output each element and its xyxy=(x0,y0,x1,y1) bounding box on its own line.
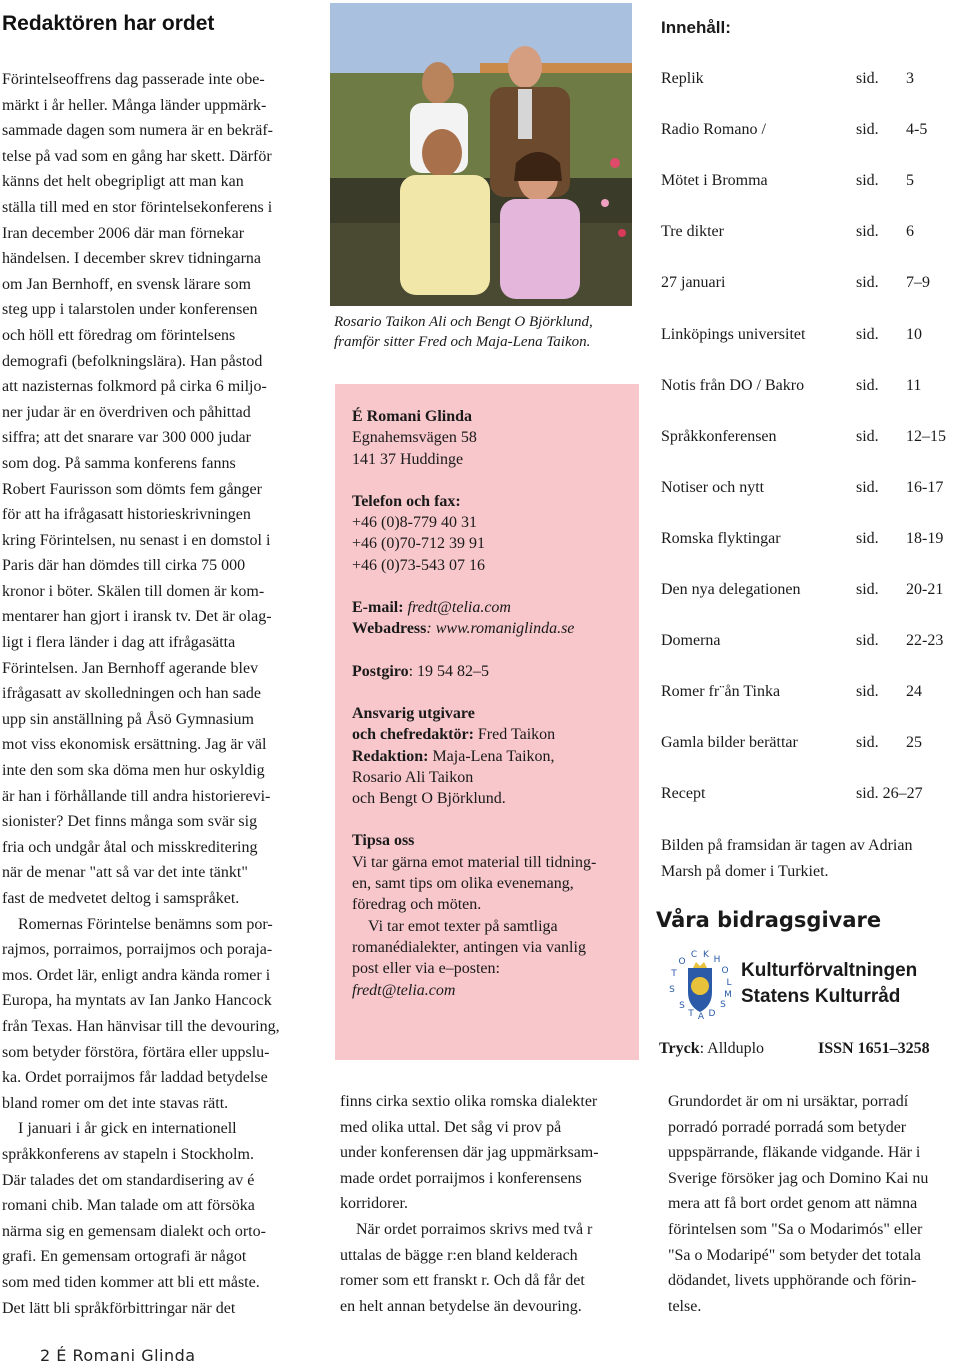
toc-item[interactable] xyxy=(661,734,960,756)
text-line: mentarer han gjort i iransk tv. Det är olag- xyxy=(2,608,272,626)
cover-note-line: Bilden på framsidan är tagen av Adrian xyxy=(661,837,913,854)
contributors-heading: Våra bidragsgivare xyxy=(656,908,882,932)
web-block xyxy=(352,597,634,640)
text-line: Grundordet är om ni ursäktar, porradí xyxy=(668,1093,909,1110)
contributor-name: Statens Kulturråd xyxy=(741,986,901,1007)
text-line: Romernas Förintelse benämns som por- xyxy=(18,915,273,933)
phone-block xyxy=(352,491,634,576)
toc-item-page: 3 xyxy=(906,70,914,87)
text-line: från Texas. Han hänvisar till the devouring, xyxy=(2,1017,280,1035)
group-photo xyxy=(330,3,632,306)
text-line: mera att få bort ordet genom att nämna xyxy=(668,1195,918,1213)
editorial-staff: och Bengt O Björklund. xyxy=(352,790,506,808)
svg-text:O: O xyxy=(678,957,686,967)
page-footer: 2 É Romani Glinda xyxy=(40,1346,196,1365)
toc-item-sid: sid. xyxy=(856,478,879,496)
text-line: närma sig en gemensam dialekt och orto- xyxy=(2,1222,266,1240)
text-line: finns cirka sextio olika romska dialekter xyxy=(340,1093,598,1110)
toc-item-sid: sid. xyxy=(856,734,879,752)
text-line: Robert Faurisson som dömts fem gånger xyxy=(2,480,262,498)
text-line: "Sa o Modaripé" som betyder det totala xyxy=(668,1246,921,1264)
text-line: som betyder förstöra, förtära eller uppslu- xyxy=(2,1043,270,1061)
editorial-staff: Rosario Ali Taikon xyxy=(352,768,474,786)
toc-item[interactable] xyxy=(661,121,960,143)
tips-line: romanédialekter, antingen via vanlig xyxy=(352,938,586,956)
email-label: E-mail: xyxy=(352,599,404,617)
photo-caption-line: Rosario Taikon Ali och Bengt O Björklund, xyxy=(334,314,593,330)
toc-item-page: 7–9 xyxy=(906,274,930,292)
text-line: Där talades det om standardisering av é xyxy=(2,1171,255,1189)
text-line: romani chib. Man talade om att försöka xyxy=(2,1197,255,1215)
staff-block xyxy=(352,703,634,809)
text-line: och höll ett föredrag om förintelsens xyxy=(2,326,236,344)
toc-item-page: 6 xyxy=(906,223,914,241)
text-line: ka. Ordet porraijmos får laddad betydelse xyxy=(2,1069,268,1087)
toc-item-page: 10 xyxy=(906,325,922,343)
toc-item[interactable] xyxy=(661,479,960,501)
toc-item[interactable] xyxy=(661,428,960,450)
toc-item-page: 12–15 xyxy=(906,427,946,445)
text-line: telse på vad som en gång har skett. Därför xyxy=(2,147,272,165)
text-line: rajmos, porraimos, porraijmos och poraja- xyxy=(2,941,273,959)
svg-text:A: A xyxy=(697,1012,705,1022)
text-line: om Jan Bernhoff, en svensk lärare som xyxy=(2,275,251,293)
text-line: språkkonferens av stapeln i Stockholm. xyxy=(2,1145,254,1163)
text-line: mot viss ekonomisk ersättning. Jag är väl xyxy=(2,736,267,754)
svg-text:C: C xyxy=(690,950,698,960)
photo-caption xyxy=(334,312,634,352)
stockholm-seal-logo xyxy=(660,946,740,1026)
tips-line: post eller via e–posten: xyxy=(352,960,500,978)
magazine-name: É Romani Glinda xyxy=(352,408,473,425)
svg-text:K: K xyxy=(703,950,709,960)
cover-note-line: Marsh på domer i Turkiet. xyxy=(661,862,829,880)
street-address: Egnahemsvägen 58 xyxy=(352,429,477,447)
phone-label: Telefon och fax: xyxy=(352,492,461,510)
toc-item-sid: sid. xyxy=(856,683,879,701)
toc-item[interactable] xyxy=(661,683,960,705)
publisher-label: Ansvarig utgivare xyxy=(352,704,475,722)
text-line: som dog. På samma konferens fanns xyxy=(2,454,236,472)
text-line: Förintelseoffrens dag passerade inte obe- xyxy=(2,71,265,88)
phone-number: +46 (0)8-779 40 31 xyxy=(352,514,478,532)
toc-item-page: 24 xyxy=(906,683,922,701)
text-line: korridorer. xyxy=(340,1195,408,1213)
svg-text:L: L xyxy=(726,978,732,988)
toc-item-label: 27 januari xyxy=(661,274,726,292)
text-line: porradó porradé porradá som betyder xyxy=(668,1118,907,1136)
toc-item-label: Den nya delegationen xyxy=(661,581,801,598)
text-line: för att ha ifrågasatt historieskrivningen xyxy=(2,506,251,524)
phone-number: +46 (0)70-712 39 91 xyxy=(352,535,486,553)
toc-item-page: 5 xyxy=(906,172,914,190)
postgiro-value: : 19 54 82–5 xyxy=(408,662,490,680)
text-line: med olika uttal. Det såg vi prov på xyxy=(340,1118,562,1136)
print-label: Tryck xyxy=(659,1040,700,1057)
toc-item[interactable] xyxy=(661,274,960,296)
text-line: Iran december 2006 där man förnekar xyxy=(2,224,245,242)
toc-item-label: Romska flyktingar xyxy=(661,529,781,547)
toc-item-page: 25 xyxy=(906,734,922,752)
text-line: en helt annan betydelse än devouring. xyxy=(340,1297,582,1315)
contact-info xyxy=(352,406,634,1001)
text-line: kronor i böter. Skälen till domen är kom- xyxy=(2,582,265,600)
text-line: steg upp i talarstolen under konferensen xyxy=(2,301,258,319)
text-line: Sverige försöker jag och Domino Kai nu xyxy=(668,1169,929,1187)
tips-block xyxy=(352,830,634,1000)
toc-item-label: Tre dikter xyxy=(661,223,724,241)
tips-line: föredrag och möten. xyxy=(352,896,482,914)
text-line: förintelsen som "Sa o Modarimós" eller xyxy=(668,1220,923,1238)
text-line: dödandet, livets upphörande och förin- xyxy=(668,1272,917,1290)
toc-item[interactable] xyxy=(661,172,960,194)
address-block xyxy=(352,406,634,470)
tips-label: Tipsa oss xyxy=(352,832,415,850)
text-line: under konferensen där jag uppmärksam- xyxy=(340,1144,599,1162)
editor-in-chief-label: och chefredaktör: xyxy=(352,726,474,744)
cover-note xyxy=(661,833,956,884)
text-line: kring Förintelsen, nu senast i en domstol i xyxy=(2,531,271,549)
svg-text:O: O xyxy=(721,966,729,976)
editorial-body xyxy=(2,67,302,1321)
tips-line: Vi tar gärna emot material till tidning- xyxy=(352,853,597,871)
toc-item-page: 20-21 xyxy=(906,581,944,598)
toc-item-label: Linköpings universitet xyxy=(661,325,806,343)
group-photo-illustration xyxy=(330,3,632,306)
text-line: uppspärrande, fläkande vidgande. Här i xyxy=(668,1144,921,1162)
seal-icon xyxy=(660,946,740,1026)
issn-number: ISSN 1651–3258 xyxy=(818,1040,930,1057)
toc-item-page: 22-23 xyxy=(906,632,944,650)
svg-text:T: T xyxy=(671,969,677,979)
text-line: mos. Ordet lär, enligt andra kända romer i xyxy=(2,966,271,984)
toc-item-page: 16-17 xyxy=(906,478,944,496)
text-line: telse. xyxy=(668,1297,702,1315)
photo-caption-line: framför sitter Fred och Maja-Lena Taikon. xyxy=(334,334,591,350)
text-line: Paris där han dömdes till cirka 75 000 xyxy=(2,557,246,575)
toc-item-sid: sid. xyxy=(856,70,879,87)
text-line: Europa, ha myntats av Ian Janko Hancock xyxy=(2,992,272,1010)
postgiro-label: Postgiro xyxy=(352,662,409,680)
text-line: När ordet porraimos skrivs med två r xyxy=(356,1220,593,1238)
toc-item[interactable] xyxy=(661,632,960,654)
text-line: upp sin anställning på Åsö Gymnasium xyxy=(2,710,254,728)
toc-heading: Innehåll: xyxy=(661,18,731,37)
tips-email-link[interactable]: fredt@telia.com xyxy=(352,981,456,999)
text-line: när de menar "att så var det inte tänkt" xyxy=(2,864,248,882)
tips-line: en, samt tips om olika evenemang, xyxy=(352,875,574,893)
toc-item-sid: sid. xyxy=(856,581,879,598)
text-line: fria och undgår åtal och misskreditering xyxy=(2,838,258,856)
toc-item-sid: sid. xyxy=(856,325,879,343)
toc-item-label: Domerna xyxy=(661,632,721,650)
svg-text:M: M xyxy=(724,990,732,1000)
text-line: känns det helt obegripligt att man kan xyxy=(2,173,244,191)
city-address: 141 37 Huddinge xyxy=(352,450,464,468)
text-line: I januari i år gick en internationell xyxy=(18,1120,237,1138)
toc-item-label: Mötet i Bromma xyxy=(661,172,768,190)
editorial-staff-label: Redaktion: xyxy=(352,747,429,765)
svg-text:S: S xyxy=(720,1000,726,1010)
text-line: siffra; att det snarare var 300 000 judar xyxy=(2,429,251,447)
print-info xyxy=(659,1040,764,1058)
text-line: Förintelsen. Jan Bernhoff agerande blev xyxy=(2,659,259,677)
toc-item-label: Notis från DO / Bakro xyxy=(661,376,805,394)
phone-number: +46 (0)73-543 07 16 xyxy=(352,556,486,574)
toc-item[interactable] xyxy=(661,377,960,399)
web-link[interactable]: www.romaniglinda.se xyxy=(435,620,575,638)
editor-in-chief: Fred Taikon xyxy=(477,726,556,744)
toc-item-sid: sid. xyxy=(856,427,879,445)
column3-body xyxy=(668,1089,960,1319)
toc-item-page: 11 xyxy=(906,376,922,394)
text-line: Det lätt bli språkförbittringar när det xyxy=(2,1299,236,1317)
svg-text:S: S xyxy=(679,1001,685,1011)
text-line: märkt i år heller. Många länder uppmärk- xyxy=(2,96,267,114)
svg-text:T: T xyxy=(688,1009,694,1019)
toc-item-sid: sid. xyxy=(856,529,879,547)
toc-item-label: Notiser och nytt xyxy=(661,478,765,496)
toc-item-label: Replik xyxy=(661,70,704,87)
web-colon: : xyxy=(426,620,432,638)
toc-item-sid: sid. xyxy=(856,632,879,650)
text-line: romer som ett franskt r. Och då får det xyxy=(340,1272,585,1290)
toc-item[interactable] xyxy=(661,581,960,603)
svg-text:D: D xyxy=(708,1009,716,1019)
text-line: made ordet porraijmos i konferensens xyxy=(340,1169,582,1187)
toc-item-label: Recept xyxy=(661,785,706,803)
email-link[interactable]: fredt@telia.com xyxy=(407,599,511,617)
editorial-heading: Redaktören har ordet xyxy=(2,12,215,35)
contributor-name: Kulturförvaltningen xyxy=(741,960,918,981)
print-value: : Allduplo xyxy=(699,1040,765,1057)
svg-text:S: S xyxy=(669,985,675,995)
text-line: ställa till med en stor förintelsekonferens i xyxy=(2,198,273,216)
toc-item-page: 4-5 xyxy=(906,121,928,139)
web-label: Webadress xyxy=(352,620,427,638)
text-line: att nazisternas folkmord på cirka 6 miljo- xyxy=(2,378,267,396)
toc-item-label: Romer fr¨ån Tinka xyxy=(661,683,781,701)
toc-item-sid: sid. xyxy=(856,274,879,292)
text-line: ifrågasatt av skolledningen och han sade xyxy=(2,685,262,703)
toc-item[interactable] xyxy=(661,223,960,245)
text-line: grafi. En gemensam ortografi är något xyxy=(2,1248,247,1266)
text-line: uttalas de bägge r:en bland kelderach xyxy=(340,1246,578,1264)
toc-item-label: Radio Romano / xyxy=(661,121,766,139)
text-line: ner judar är en överdriven och påhittad xyxy=(2,403,251,421)
text-line: inte den som ska döma men hur oskyldig xyxy=(2,762,265,780)
text-line: demografi (befolkningslära). Han påstod xyxy=(2,352,263,370)
editorial-staff: Maja-Lena Taikon, xyxy=(432,747,555,765)
column2-body xyxy=(340,1089,632,1319)
toc-item-sid: sid. 26–27 xyxy=(856,785,923,803)
text-line: är han i förhållande till andra historierevi- xyxy=(2,787,271,805)
toc-item[interactable] xyxy=(661,70,960,92)
toc-item-label: Gamla bilder berättar xyxy=(661,734,798,752)
toc-item[interactable] xyxy=(661,530,960,552)
tips-line: Vi tar emot texter på samtliga xyxy=(368,917,558,935)
text-line: fast de medvetet deltog i samspråket. xyxy=(2,890,240,907)
svg-text:H: H xyxy=(713,955,721,965)
text-line: som med tiden kommer att bli ett måste. xyxy=(2,1273,260,1291)
toc-item-label: Språkkonferensen xyxy=(661,427,777,445)
toc-item-sid: sid. xyxy=(856,121,879,139)
toc-item[interactable] xyxy=(661,785,960,807)
text-line: händelsen. I december skrev tidningarna xyxy=(2,250,262,268)
text-line: sionister? Det finns många som svär sig xyxy=(2,813,258,831)
text-line: bland romer om det inte stavas rätt. xyxy=(2,1094,229,1112)
text-line: sammade dagen som numera är en bekräf- xyxy=(2,122,273,140)
toc-item-sid: sid. xyxy=(856,376,879,394)
toc-item-sid: sid. xyxy=(856,223,879,241)
toc-item-page: 18-19 xyxy=(906,529,944,547)
toc-item-sid: sid. xyxy=(856,172,879,190)
text-line: ligt i flera länder i dag att ifrågasätta xyxy=(2,634,236,652)
toc-item[interactable] xyxy=(661,326,960,348)
postgiro-block xyxy=(352,661,634,682)
